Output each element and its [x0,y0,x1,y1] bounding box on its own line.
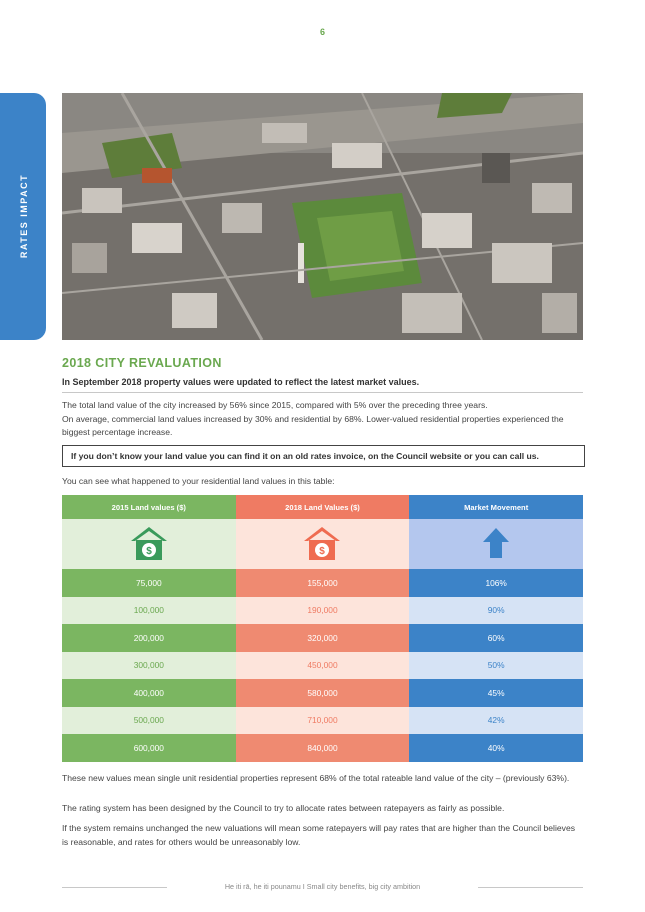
market-movement: 90% [409,597,583,625]
table-row [62,624,583,652]
land-values-table [62,495,583,762]
value-2018: 190,000 [236,597,410,625]
icon-cell-2015 [62,519,236,569]
table-row [62,569,583,597]
market-movement: 45% [409,679,583,707]
closing-paragraph-2: The rating system has been designed by the Council to try to allocate rates between ratepayers as fairly as possible. [62,803,505,813]
intro-line-1: The total land value of the city increased by 56% since 2015, compared with 5% over the preceding three years. [62,400,488,410]
footer-tagline: He iti rā, he iti pounamu I Small city benefits, big city ambition [224,882,421,891]
value-2018: 320,000 [236,624,410,652]
market-movement: 106% [409,569,583,597]
market-movement: 50% [409,652,583,680]
value-2018: 580,000 [236,679,410,707]
table-row [62,734,583,762]
closing-paragraph-1: These new values mean single unit residential properties represent 68% of the total rateable land value of the city – (previously 63%). [62,773,570,783]
header-movement: Market Movement [409,495,583,519]
section-title: 2018 CITY REVALUATION [62,356,222,370]
house-dollar-icon [302,525,342,561]
closing-paragraph-3: If the system remains unchanged the new valuations will mean some ratepayers will pay rates that are higher than the Council believes is reasonable, and rates for others would be unreasonably low. [62,823,576,847]
value-2015: 400,000 [62,679,236,707]
header-2018: 2018 Land Values ($) [236,495,410,519]
table-row [62,652,583,680]
table-row [62,597,583,625]
value-2015: 500,000 [62,707,236,735]
dollar-symbol: $ [146,546,152,557]
value-2015: 600,000 [62,734,236,762]
value-2018: 450,000 [236,652,410,680]
value-2015: 300,000 [62,652,236,680]
callout-box: If you don’t know your land value you can find it on an old rates invoice, on the Council website or you can call us. [62,445,585,467]
up-arrow-icon [481,526,511,560]
house-dollar-icon [129,525,169,561]
value-2018: 840,000 [236,734,410,762]
market-movement: 60% [409,624,583,652]
value-2018: 710,000 [236,707,410,735]
side-tab-label: RATES IMPACT [19,173,29,259]
page-number: 6 [319,27,325,37]
market-movement: 42% [409,707,583,735]
value-2018: 155,000 [236,569,410,597]
value-2015: 75,000 [62,569,236,597]
table-icon-row [62,519,583,569]
table-header-row [62,495,583,519]
value-2015: 100,000 [62,597,236,625]
aerial-city-photo [62,93,583,340]
table-row [62,707,583,735]
icon-cell-2018 [236,519,410,569]
intro-paragraph [62,399,583,440]
lead-text: In September 2018 property values were updated to reflect the latest market values. [62,377,583,393]
table-intro: You can see what happened to your residential land values in this table: [62,476,335,486]
header-2015: 2015 Land values ($) [62,495,236,519]
table-row [62,679,583,707]
market-movement: 40% [409,734,583,762]
dollar-symbol: $ [319,546,326,557]
value-2015: 200,000 [62,624,236,652]
intro-line-2: On average, commercial land values increased by 30% and residential by 68%. Lower-valued residential properties experienced the biggest percentage increase. [62,413,564,437]
icon-cell-movement [409,519,583,569]
